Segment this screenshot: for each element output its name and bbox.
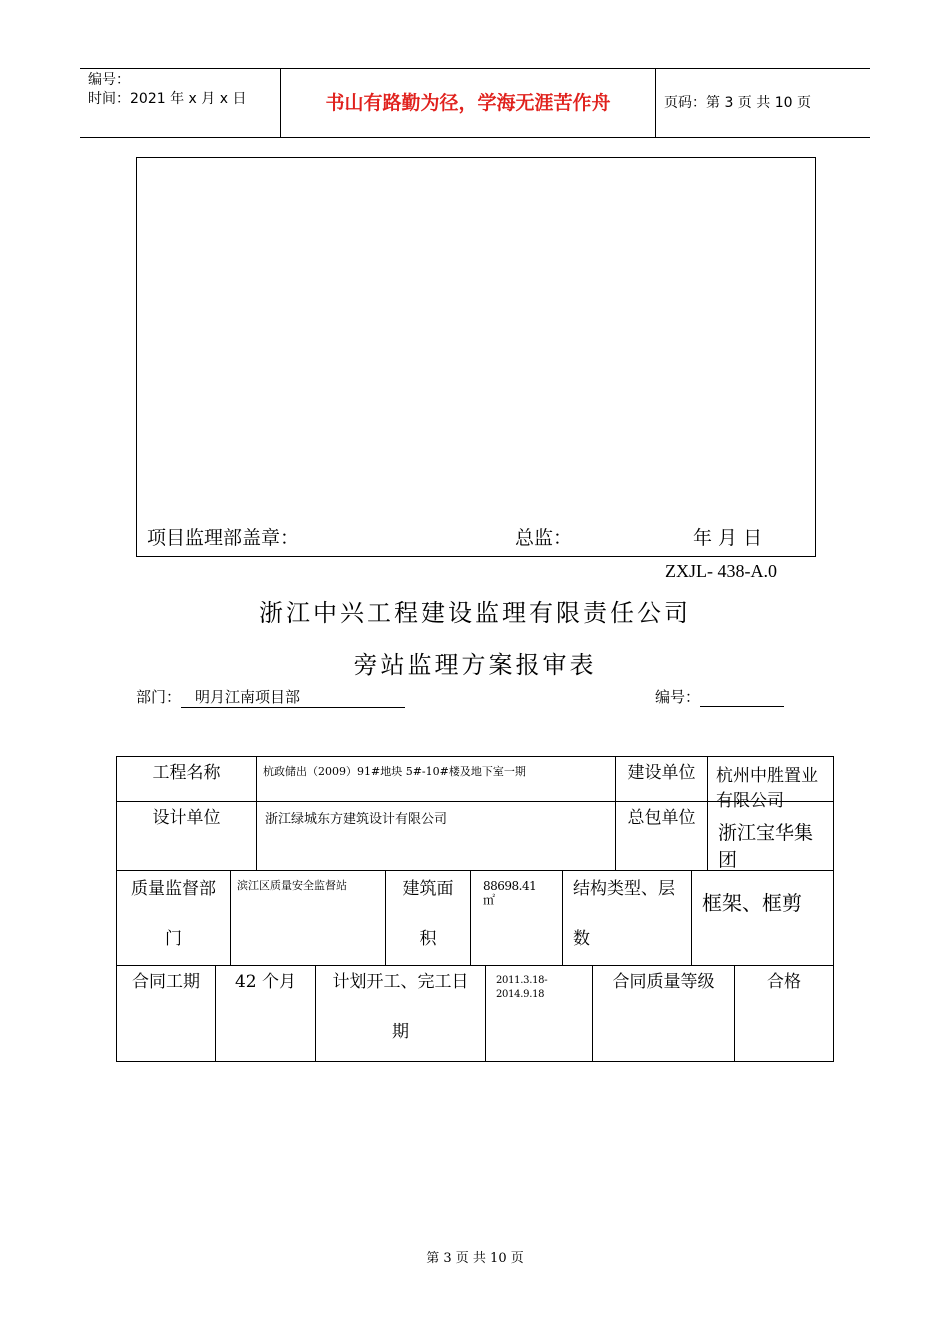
contractor-label: 总包单位 bbox=[615, 801, 708, 871]
serial-value bbox=[700, 689, 784, 707]
period-value: 42 个月 bbox=[215, 965, 316, 1062]
schedule-label-line1: 计划开工、完工日 bbox=[332, 972, 469, 992]
area-label-line2: 积 bbox=[419, 929, 437, 949]
schedule-label bbox=[315, 965, 486, 1062]
project-info-table bbox=[116, 756, 834, 1062]
quality-dept-label bbox=[116, 870, 231, 966]
serial-line bbox=[655, 686, 784, 707]
quality-grade-value: 合格 bbox=[734, 965, 834, 1062]
period-label: 合同工期 bbox=[116, 965, 216, 1062]
builder-value: 杭州中胜置业有限公司 bbox=[707, 756, 834, 802]
designer-label: 设计单位 bbox=[116, 801, 257, 871]
area-label bbox=[385, 870, 471, 966]
quality-dept-label-line2: 门 bbox=[165, 929, 182, 949]
project-name-value: 杭政储出（2009）91#地块 5#-10#楼及地下室一期 bbox=[256, 756, 616, 802]
page-footer: 第 3 页 共 10 页 bbox=[426, 1251, 524, 1266]
area-label-line1: 建筑面 bbox=[402, 879, 454, 899]
area-value: 88698.41 ㎡ bbox=[470, 870, 563, 966]
company-title: 浙江中兴工程建设监理有限责任公司 bbox=[259, 599, 691, 627]
dept-label: 部门： bbox=[136, 688, 182, 706]
builder-label: 建设单位 bbox=[615, 756, 708, 802]
page-header bbox=[80, 68, 870, 138]
dept-value: 明月江南项目部 bbox=[181, 686, 405, 708]
quality-dept-label-line1: 质量监督部 bbox=[131, 879, 216, 899]
serial-label: 编号： bbox=[655, 688, 701, 706]
quality-grade-label: 合同质量等级 bbox=[592, 965, 735, 1062]
quality-dept-value: 滨江区质量安全监督站 bbox=[230, 870, 386, 966]
contractor-value: 浙江宝华集团 bbox=[707, 801, 834, 871]
structure-label bbox=[562, 870, 692, 966]
header-meta bbox=[80, 69, 280, 137]
number-label: 编号： bbox=[88, 72, 130, 88]
stamp-label: 项目监理部盖章： bbox=[147, 527, 300, 549]
signature-box bbox=[136, 157, 816, 557]
project-name-label: 工程名称 bbox=[116, 756, 257, 802]
designer-value: 浙江绿城东方建筑设计有限公司 bbox=[256, 801, 616, 871]
structure-label-line1: 结构类型、层 bbox=[573, 879, 675, 899]
schedule-label-line2: 期 bbox=[392, 1022, 409, 1042]
structure-value: 框架、框剪 bbox=[691, 870, 834, 966]
header-motto: 书山有路勤为径，学海无涯苦作舟 bbox=[280, 69, 656, 137]
schedule-value: 2011.3.18-2014.9.18 bbox=[485, 965, 593, 1062]
header-page-info: 页码：第 3 页 共 10 页 bbox=[664, 95, 811, 111]
time-label: 时间：2021 年 x 月 x 日 bbox=[88, 91, 247, 107]
form-title: 旁站监理方案报审表 bbox=[353, 651, 597, 679]
chief-label: 总监： bbox=[515, 527, 573, 549]
dept-line bbox=[136, 686, 405, 708]
doc-code: ZXJL- 438-A.0 bbox=[665, 561, 777, 581]
structure-label-line2: 数 bbox=[573, 929, 590, 949]
date-label: 年 月 日 bbox=[693, 527, 763, 549]
